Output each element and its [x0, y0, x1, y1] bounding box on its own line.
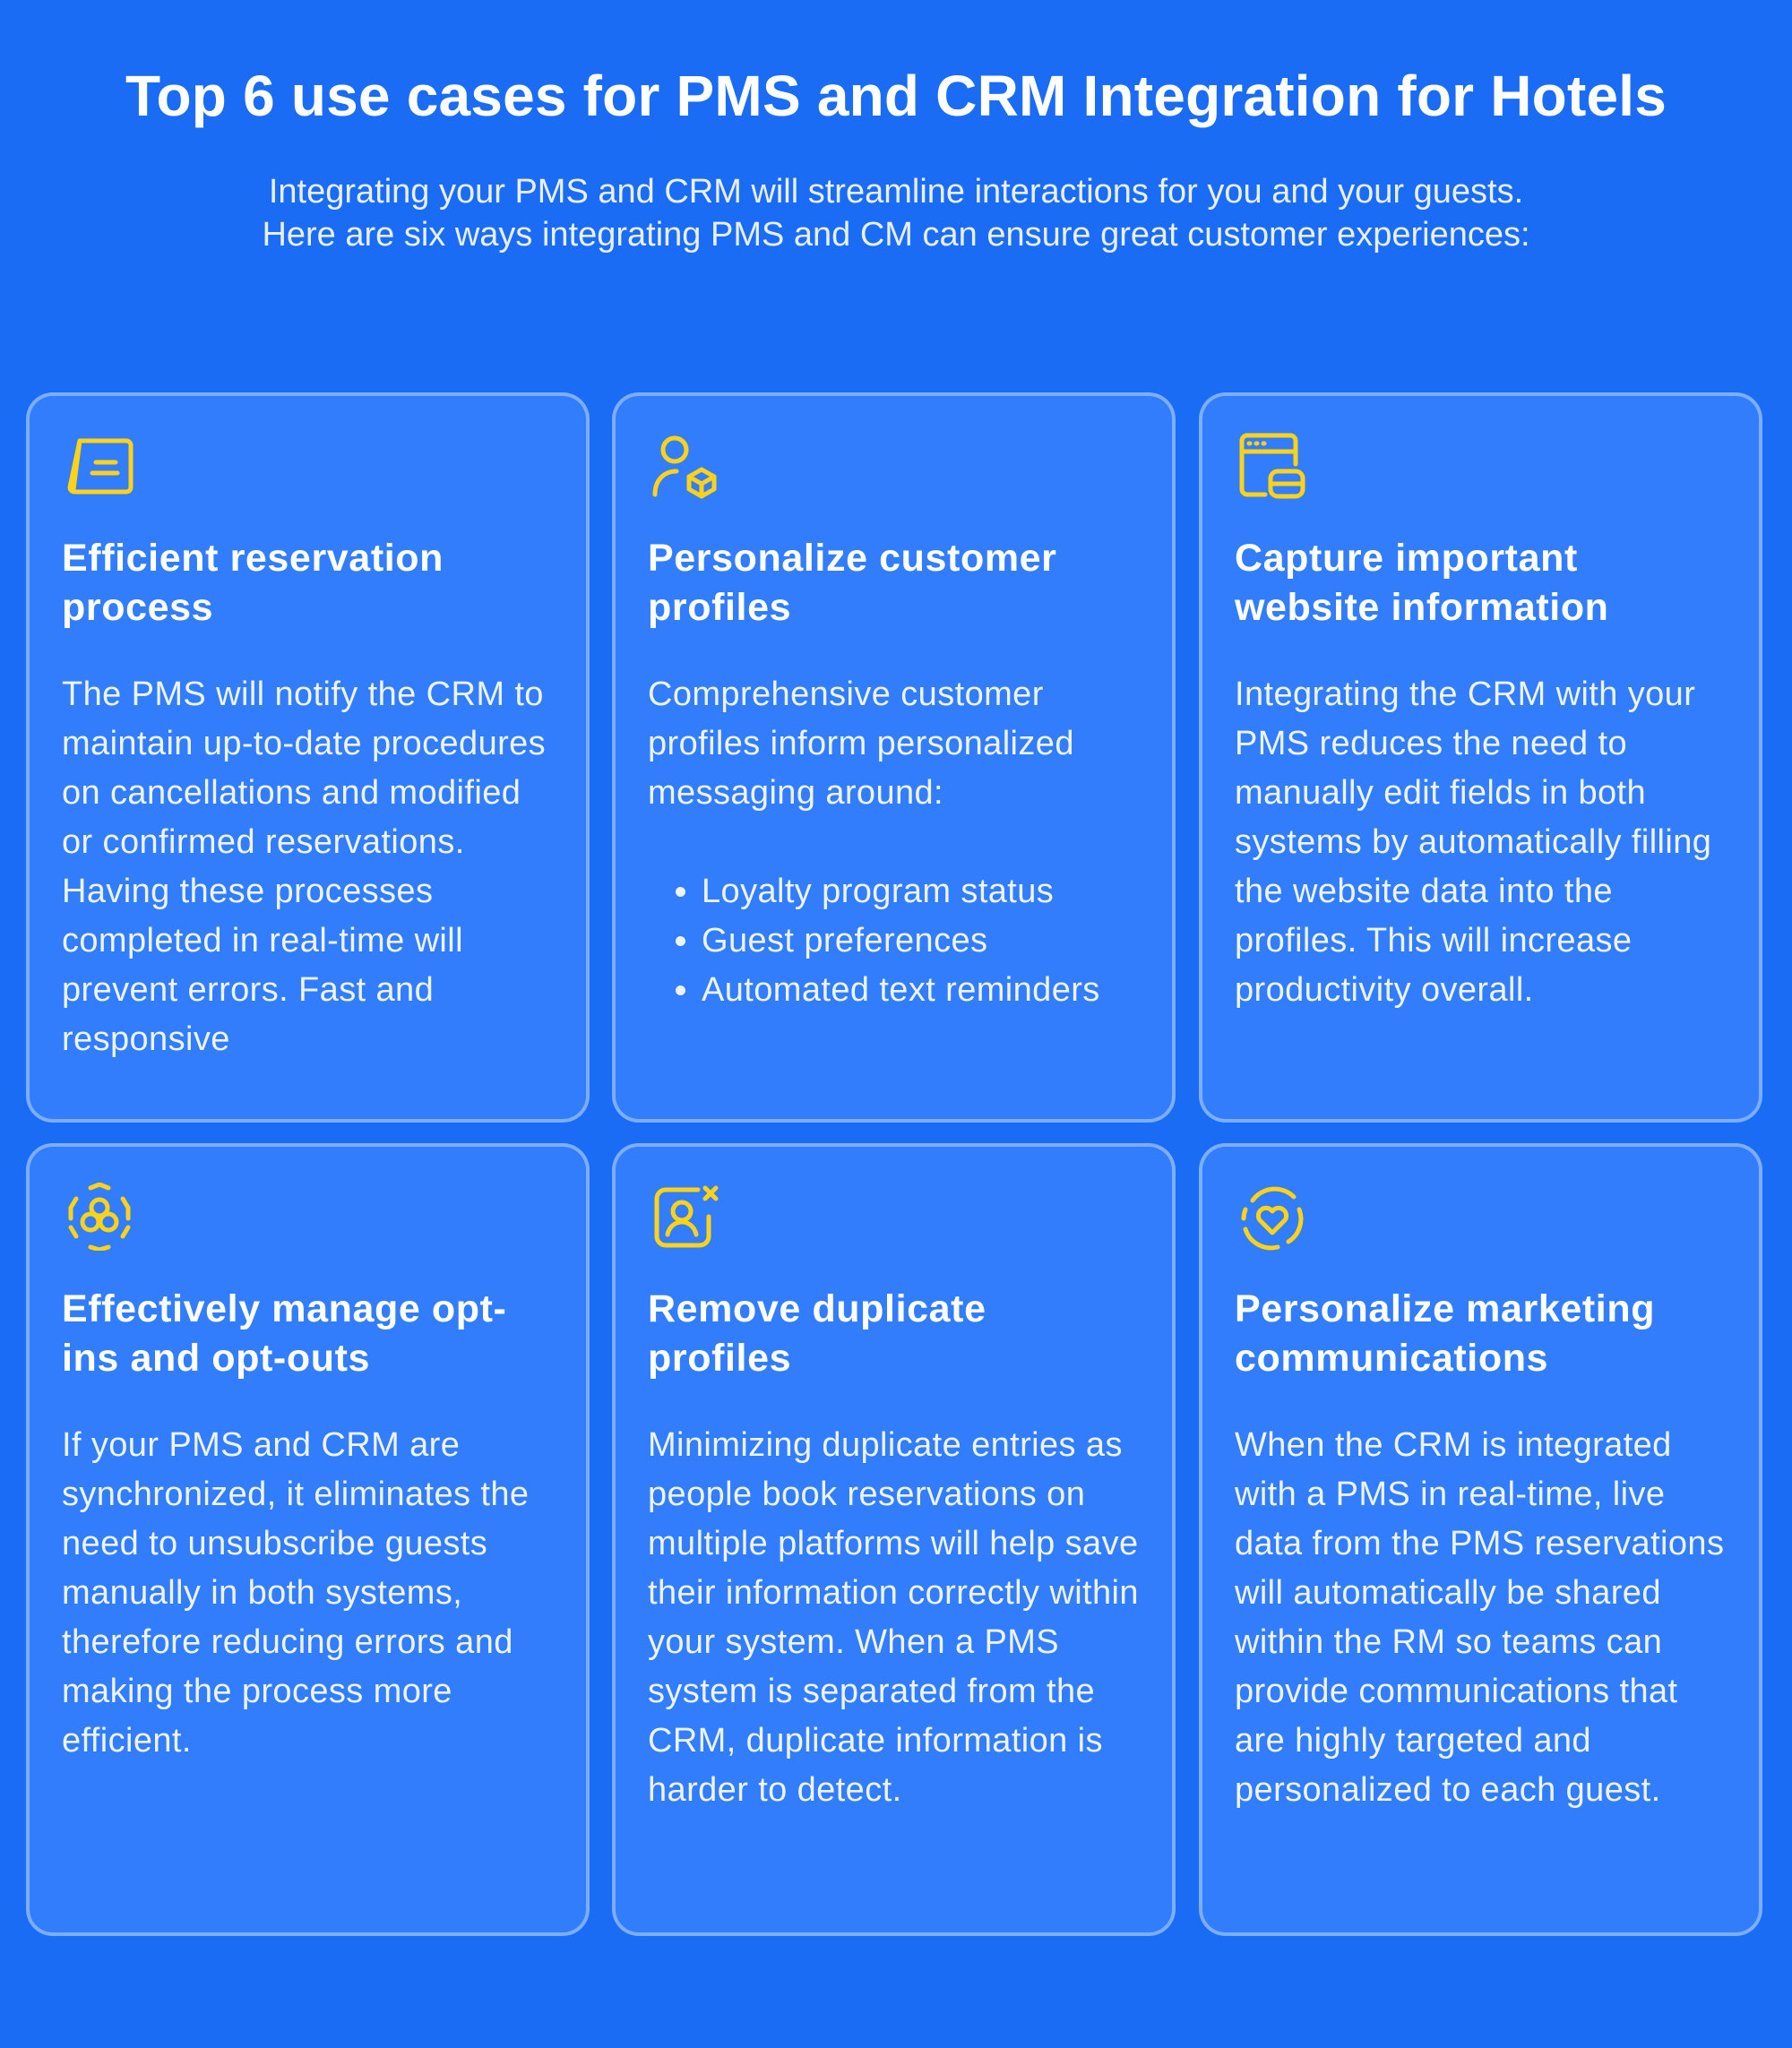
remove-user-icon — [648, 1183, 723, 1251]
card-body: Minimizing duplicate entries as people book reservations on multiple platforms will help save their information correctly within your system. When a PMS system is separated from the CRM, duplicate information is harder to detect. — [648, 1426, 1139, 1809]
card-title: Personalize marketing communications — [1235, 1287, 1656, 1380]
opt-in-circles-icon — [62, 1183, 137, 1251]
card-body: If your PMS and CRM are synchronized, it eliminates the need to unsubscribe guests manually in both systems, therefore reducing errors and making the process more efficient. — [62, 1426, 530, 1760]
card-title: Remove duplicate profiles — [648, 1287, 986, 1380]
list-item: • Loyalty program status — [702, 867, 1140, 916]
use-case-card-profiles — [612, 392, 1176, 1123]
heart-circle-icon — [1235, 1183, 1310, 1251]
use-case-card-reservation — [26, 392, 590, 1123]
card-title: Personalize customer profiles — [648, 537, 1057, 629]
browser-database-icon — [1235, 432, 1310, 500]
card-body: Comprehensive customer profiles inform personalized messaging around: — [648, 675, 1074, 812]
list-item: • Guest preferences — [702, 916, 1140, 966]
card-title: Effectively manage opt-ins and opt-outs — [62, 1287, 507, 1380]
card-body: The PMS will notify the CRM to maintain up-to-date procedures on cancellations and modified or confirmed reservations. Having these processes completed in real-time will prevent errors. Fast and responsive — [62, 675, 547, 1058]
card-title: Capture important website information — [1235, 537, 1609, 629]
reservation-card-icon — [62, 432, 137, 500]
list-item: • Automated text reminders — [702, 966, 1140, 1015]
page-title: Top 6 use cases for PMS and CRM Integration for Hotels — [125, 64, 1667, 128]
page-subtitle: Integrating your PMS and CRM will streamline interactions for you and your guests. Here are six ways integrating PMS and CM can ensure great customer experiences: — [262, 173, 1530, 254]
card-bullet-list — [648, 867, 1140, 1015]
user-profile-icon — [648, 432, 723, 500]
card-title: Efficient reservation process — [62, 537, 444, 629]
use-case-card-opt-ins — [26, 1143, 590, 1936]
card-body: When the CRM is integrated with a PMS in real-time, live data from the PMS reservations will automatically be shared within the RM so teams can provide communications that are highly targeted and personalized to each guest. — [1235, 1426, 1725, 1809]
use-case-card-duplicates — [612, 1143, 1176, 1936]
card-body: Integrating the CRM with your PMS reduces the need to manually edit fields in both systems by automatically filling the website data into the profiles. This will increase productivity overall. — [1235, 675, 1712, 1009]
use-case-card-website — [1199, 392, 1762, 1123]
use-case-card-marketing — [1199, 1143, 1762, 1936]
